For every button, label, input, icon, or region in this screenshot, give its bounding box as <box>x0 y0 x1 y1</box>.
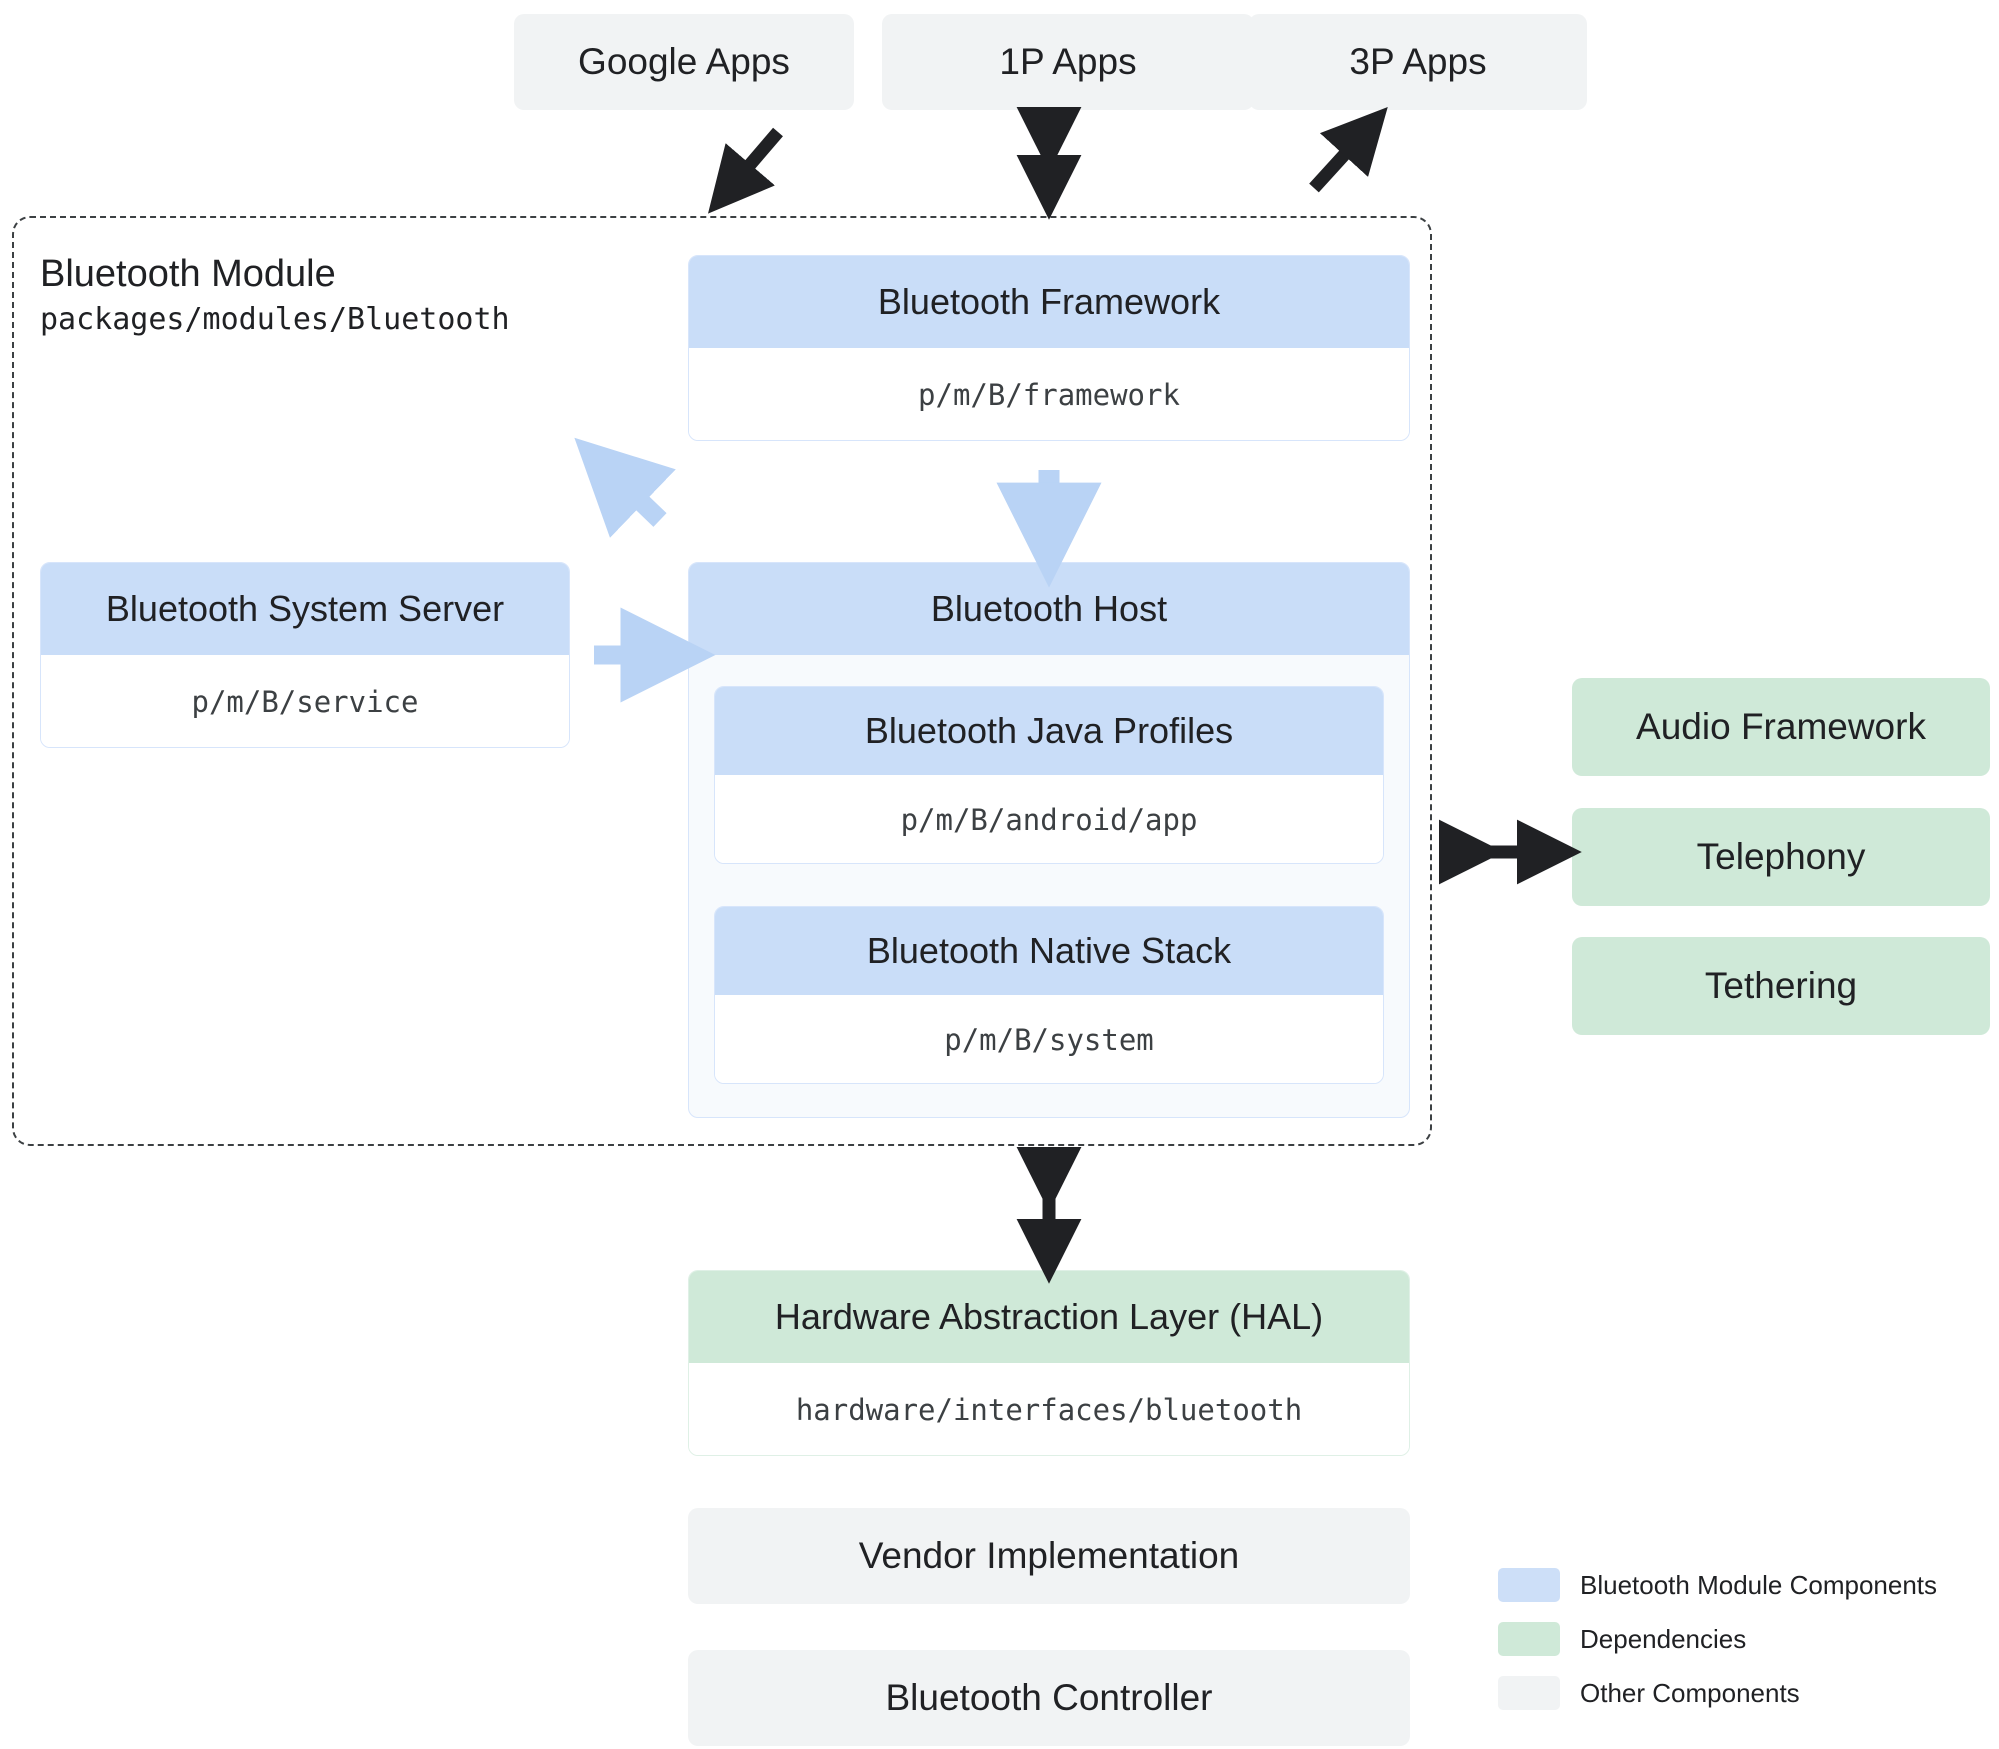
node-google-apps <box>514 14 854 110</box>
node-1p-apps <box>882 14 1254 110</box>
node-bluetooth-system-server-label: Bluetooth System Server <box>41 563 569 655</box>
node-tethering <box>1572 937 1990 1035</box>
node-hal-path: hardware/interfaces/bluetooth <box>689 1363 1409 1456</box>
node-bluetooth-system-server-path: p/m/B/service <box>41 655 569 748</box>
node-bluetooth-native-stack-label: Bluetooth Native Stack <box>715 907 1383 995</box>
bluetooth-module-path: packages/modules/Bluetooth <box>40 302 510 337</box>
legend-swatch-dependencies <box>1498 1622 1560 1656</box>
node-bluetooth-controller-label: Bluetooth Controller <box>885 1677 1213 1718</box>
legend <box>1498 1558 1958 1720</box>
node-bluetooth-native-stack-path: p/m/B/system <box>715 995 1383 1084</box>
node-bluetooth-framework-label: Bluetooth Framework <box>689 256 1409 348</box>
node-audio-framework-label: Audio Framework <box>1636 706 1926 747</box>
legend-swatch-module-components <box>1498 1568 1560 1602</box>
node-vendor-implementation <box>688 1508 1410 1604</box>
node-bluetooth-java-profiles-label: Bluetooth Java Profiles <box>715 687 1383 775</box>
node-hal-label: Hardware Abstraction Layer (HAL) <box>689 1271 1409 1363</box>
bluetooth-module-title: Bluetooth Module <box>40 253 336 295</box>
node-bluetooth-framework <box>688 255 1410 441</box>
node-bluetooth-system-server <box>40 562 570 748</box>
node-bluetooth-java-profiles-path: p/m/B/android/app <box>715 775 1383 864</box>
legend-swatch-other-components <box>1498 1676 1560 1710</box>
legend-item-dependencies <box>1498 1612 1958 1666</box>
node-tethering-label: Tethering <box>1704 965 1858 1006</box>
legend-label-dependencies: Dependencies <box>1580 1623 1747 1654</box>
legend-label-other-components: Other Components <box>1580 1677 1800 1708</box>
node-hal <box>688 1270 1410 1456</box>
node-1p-apps-label: 1P Apps <box>999 41 1137 82</box>
legend-item-module-components <box>1498 1558 1958 1612</box>
node-bluetooth-java-profiles <box>714 686 1384 864</box>
arrow-3p-apps <box>1314 132 1365 188</box>
node-audio-framework <box>1572 678 1990 776</box>
node-3p-apps <box>1249 14 1587 110</box>
node-bluetooth-framework-path: p/m/B/framework <box>689 348 1409 441</box>
node-bluetooth-native-stack <box>714 906 1384 1084</box>
node-vendor-implementation-label: Vendor Implementation <box>858 1535 1240 1576</box>
legend-label-module-components: Bluetooth Module Components <box>1580 1569 1938 1600</box>
node-3p-apps-label: 3P Apps <box>1349 41 1487 82</box>
node-google-apps-label: Google Apps <box>578 41 790 82</box>
legend-item-other-components <box>1498 1666 1958 1720</box>
node-telephony-label: Telephony <box>1696 836 1866 877</box>
arrow-google-apps <box>730 132 778 188</box>
node-bluetooth-host-label: Bluetooth Host <box>689 563 1409 655</box>
node-telephony <box>1572 808 1990 906</box>
node-bluetooth-controller <box>688 1650 1410 1746</box>
